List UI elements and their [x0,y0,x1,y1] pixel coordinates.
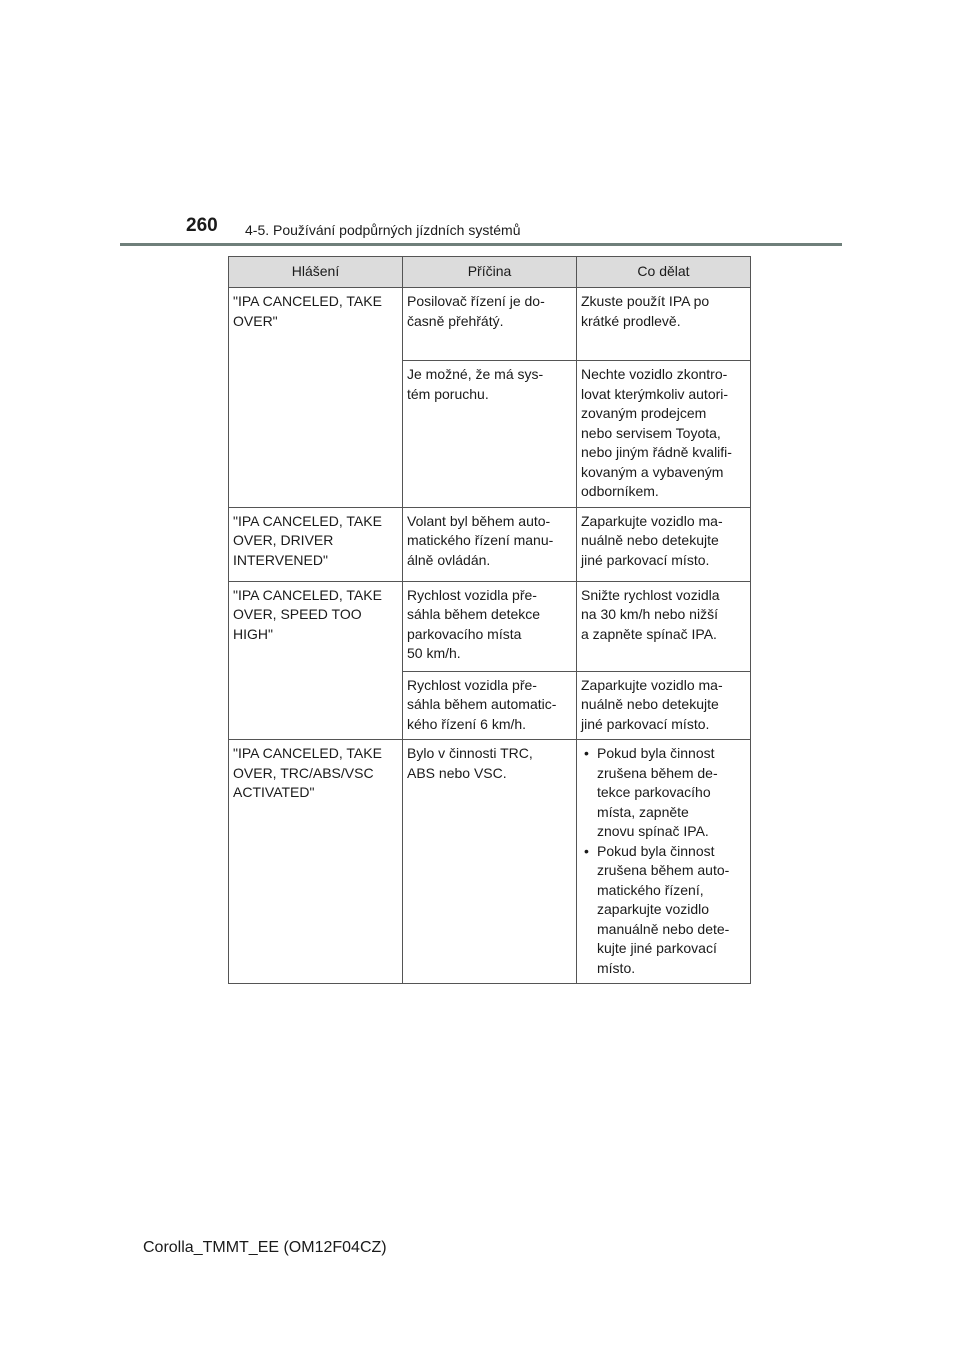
cause-text: Rychlost vozidla pře- sáhla během detekce parkovacího místa 50 km/h. [407,586,541,661]
table-row [229,507,751,581]
column-header-cause: Příčina [403,257,577,288]
message-table [228,256,751,984]
cause-text: Posilovač řízení je do- časně přehřátý. [407,293,545,329]
action-text: Zaparkujte vozidlo ma- nuálně nebo detekujte jiné parkovací místo. [581,676,723,732]
message-cell [229,581,403,740]
cause-cell [403,288,577,361]
action-text: Nechte vozidlo zkontro- lovat kterýmkoliv autori- zovaným prodejcem nebo servisem Toyota, nebo jiným řádně kvalifi- kovaným a vybaveným odborníkem. [581,366,732,499]
column-header-action: Co dělat [577,257,751,288]
action-cell [577,740,751,984]
page-number: 260 [186,215,218,236]
column-header-message: Hlášení [229,257,403,288]
cause-text: Rychlost vozidla pře- sáhla během automatic- kého řízení 6 km/h. [407,676,557,732]
message-cell [229,288,403,508]
cause-cell [403,507,577,581]
message-cell [229,507,403,581]
action-text: Zkuste použít IPA po krátké prodlevě. [581,293,710,329]
message-cell [229,740,403,984]
cause-text: Je možné, že má sys- tém poruchu. [407,366,544,402]
message-text: "IPA CANCELED, TAKE OVER, DRIVER INTERVENED" [233,512,382,568]
action-cell [577,288,751,361]
cause-cell [403,361,577,508]
action-bullet-list [581,744,747,978]
action-cell [577,581,751,671]
action-cell [577,671,751,740]
table-row [229,581,751,671]
message-text: "IPA CANCELED, TAKE OVER, SPEED TOO HIGH" [233,586,382,642]
section-title: 4-5. Používání podpůrných jízdních systémů [245,222,521,238]
table-row [229,740,751,984]
header-divider [120,243,842,246]
document-id: Corolla_TMMT_EE (OM12F04CZ) [143,1239,387,1256]
action-cell [577,507,751,581]
cause-cell [403,671,577,740]
cause-text: Volant byl během auto- matického řízení manu- álně ovládán. [407,512,554,568]
cause-text: Bylo v činnosti TRC, ABS nebo VSC. [407,745,533,781]
message-text: "IPA CANCELED, TAKE OVER" [233,293,382,329]
action-text: Snižte rychlost vozidla na 30 km/h nebo nižší a zapněte spínač IPA. [581,586,720,642]
bullet-item: • Pokud byla činnost zrušena během auto- matického řízení, zaparkujte vozidlo manuálně nebo dete- kujte jiné parkovací místo. [581,842,747,979]
table-row [229,288,751,361]
bullet-item: • Pokud byla činnost zrušena během de- tekce parkovacího místa, zapněte znovu spínač IPA. [581,744,747,842]
table-header-row [229,257,751,288]
action-text: Zaparkujte vozidlo ma- nuálně nebo detekujte jiné parkovací místo. [581,512,723,568]
action-cell [577,361,751,508]
message-text: "IPA CANCELED, TAKE OVER, TRC/ABS/VSC ACTIVATED" [233,745,382,800]
cause-cell [403,740,577,984]
cause-cell [403,581,577,671]
